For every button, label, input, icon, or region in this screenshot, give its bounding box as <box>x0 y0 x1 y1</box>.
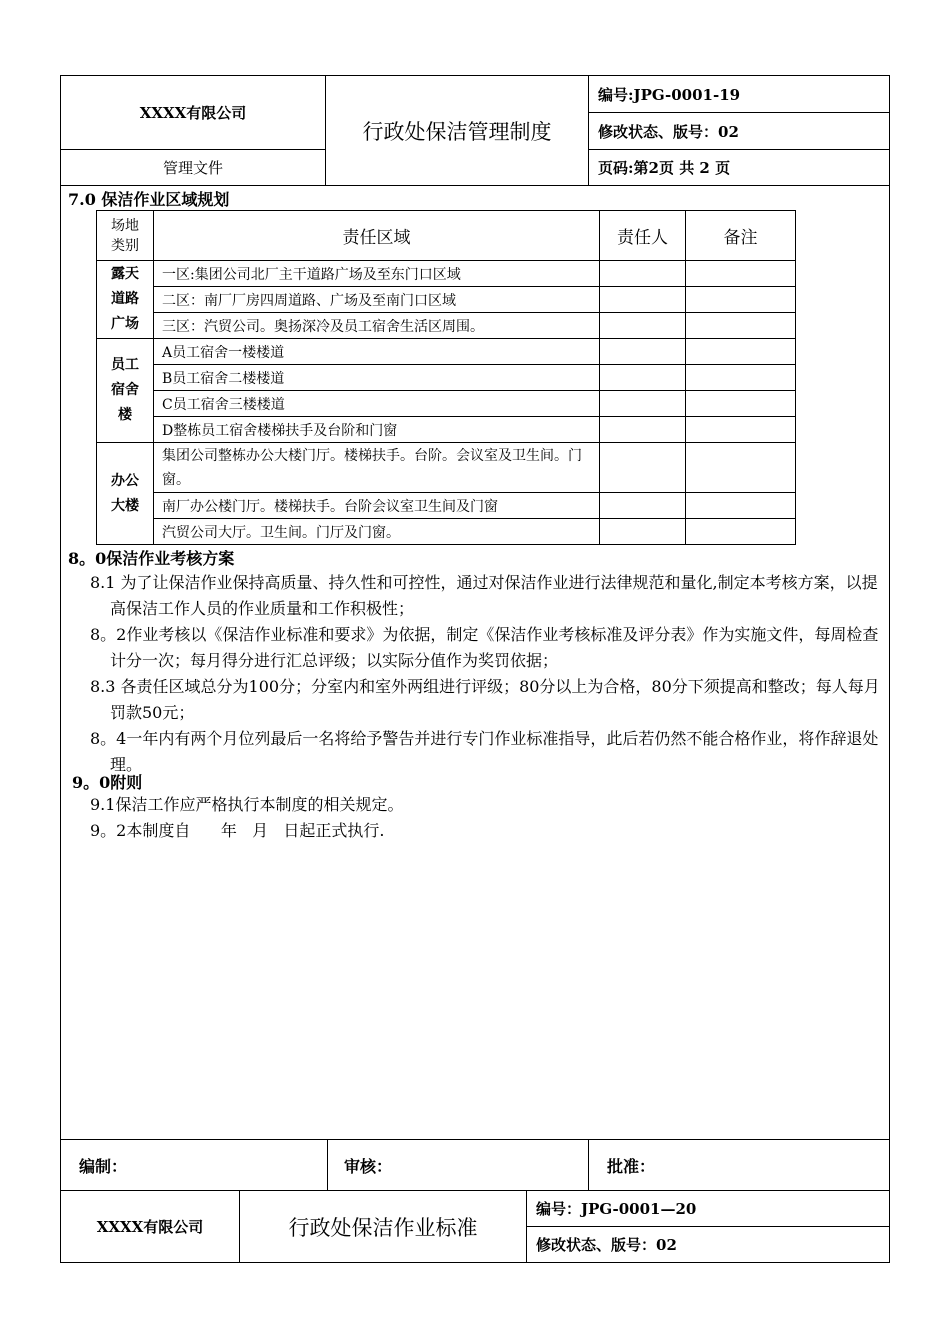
table-row: 三区：汽贸公司。奥扬深冷及员工宿舍生活区周围。 <box>154 313 600 339</box>
approved-by-label: 批准： <box>589 1140 890 1191</box>
table-row: 南厂办公楼门厅。楼梯扶手。台阶会议室卫生间及门窗 <box>154 493 600 519</box>
category-office: 办公大楼 <box>97 443 154 545</box>
note-cell <box>686 417 796 443</box>
document-header <box>60 75 890 186</box>
col-header-area: 责任区域 <box>154 211 600 261</box>
section-8-heading: 8。0保洁作业考核方案 <box>68 549 235 568</box>
col-header-category: 场地类别 <box>97 211 154 261</box>
footer-title: 行政处保洁作业标准 <box>240 1191 527 1263</box>
person-cell <box>600 391 686 417</box>
document-title: 行政处保洁管理制度 <box>326 76 589 186</box>
section-8-items <box>90 570 882 778</box>
person-cell <box>600 519 686 545</box>
table-row: A员工宿舍一楼楼道 <box>154 339 600 365</box>
person-cell <box>600 493 686 519</box>
footer-revision: 修改状态、版号：02 <box>527 1227 890 1263</box>
person-cell <box>600 261 686 287</box>
list-item: 8。4一年内有两个月位列最后一名将给予警告并进行专门作业标准指导，此后若仍然不能合格作业，将作辞退处理。 <box>90 729 879 774</box>
list-item: 9.1保洁工作应严格执行本制度的相关规定。 <box>90 795 404 814</box>
page-number: 页码:第2页 共 2 页 <box>589 150 890 186</box>
table-row: B员工宿舍二楼楼道 <box>154 365 600 391</box>
table-row: 汽贸公司大厅。卫生间。门厅及门窗。 <box>154 519 600 545</box>
table-row: 一区:集团公司北厂主干道路广场及至东门口区域 <box>154 261 600 287</box>
note-cell <box>686 365 796 391</box>
table-row: D整栋员工宿舍楼梯扶手及台阶和门窗 <box>154 417 600 443</box>
person-cell <box>600 339 686 365</box>
note-cell <box>686 493 796 519</box>
compiled-by-label: 编制： <box>61 1140 328 1191</box>
document-code: 编号:JPG-0001-19 <box>589 76 890 113</box>
note-cell <box>686 339 796 365</box>
cleaning-area-table <box>96 210 796 545</box>
footer-code: 编号：JPG-0001—20 <box>527 1191 890 1227</box>
category-dormitory: 员工宿舍楼 <box>97 339 154 443</box>
signature-row <box>60 1139 890 1191</box>
person-cell <box>600 287 686 313</box>
document-footer <box>60 1190 890 1263</box>
col-header-note: 备注 <box>686 211 796 261</box>
table-row: 二区：南厂厂房四周道路、广场及至南门口区域 <box>154 287 600 313</box>
person-cell <box>600 443 686 493</box>
note-cell <box>686 443 796 493</box>
table-row: C员工宿舍三楼楼道 <box>154 391 600 417</box>
col-header-person: 责任人 <box>600 211 686 261</box>
category-outdoor: 露天道路广场 <box>97 261 154 339</box>
reviewed-by-label: 审核： <box>328 1140 589 1191</box>
list-item: 9。2本制度自 年 月 日起正式执行. <box>90 821 385 840</box>
note-cell <box>686 519 796 545</box>
note-cell <box>686 313 796 339</box>
document-type: 管理文件 <box>61 150 326 186</box>
revision-status: 修改状态、版号：02 <box>589 113 890 150</box>
section-7-heading: 7.0 保洁作业区域规划 <box>68 190 230 209</box>
section-9-items <box>90 792 882 844</box>
footer-company-name: XXXX有限公司 <box>61 1191 240 1263</box>
list-item: 8.3 各责任区域总分为100分；分室内和室外两组进行评级；80分以上为合格，80分下须提高和整改；每人每月罚款50元； <box>90 677 880 722</box>
note-cell <box>686 287 796 313</box>
table-row: 集团公司整栋办公大楼门厅。楼梯扶手。台阶。会议室及卫生间。门窗。 <box>154 443 600 493</box>
list-item: 8.1 为了让保洁作业保持高质量、持久性和可控性，通过对保洁作业进行法律规范和量化,制定本考核方案，以提高保洁工作人员的作业质量和工作积极性； <box>90 573 878 618</box>
note-cell <box>686 261 796 287</box>
note-cell <box>686 391 796 417</box>
list-item: 8。2作业考核以《保洁作业标准和要求》为依据，制定《保洁作业考核标准及评分表》作为实施文件，每周检查计分一次；每月得分进行汇总评级；以实际分值作为奖罚依据； <box>90 625 879 670</box>
person-cell <box>600 313 686 339</box>
person-cell <box>600 365 686 391</box>
section-9-heading: 9。0附则 <box>72 773 143 792</box>
person-cell <box>600 417 686 443</box>
company-name: XXXX有限公司 <box>61 76 326 150</box>
